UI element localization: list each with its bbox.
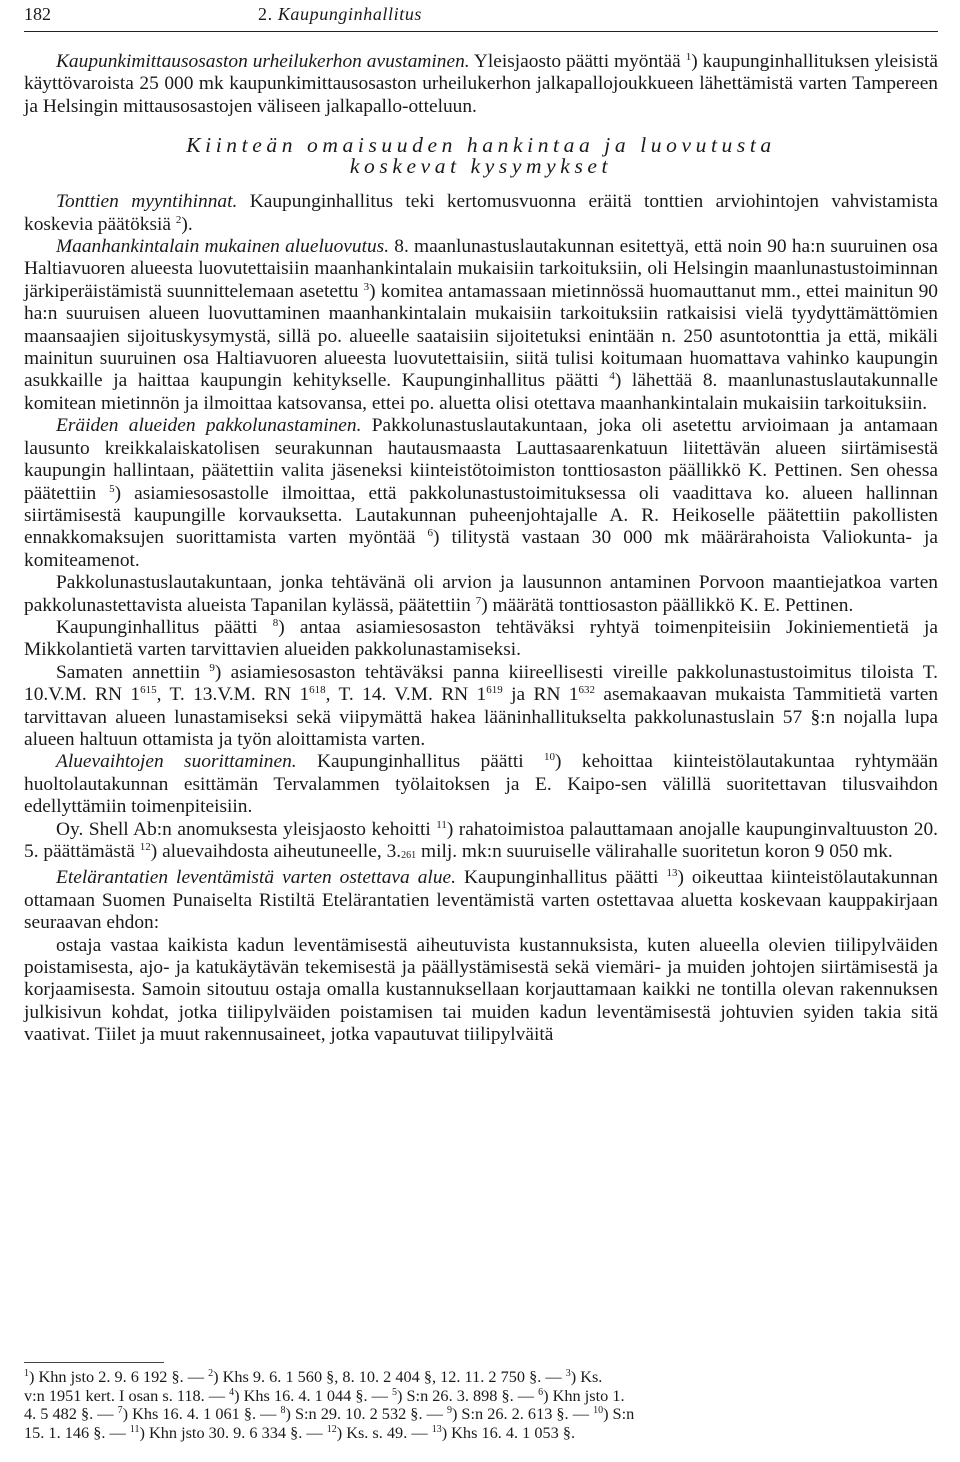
chapter-number: 2.: [258, 4, 273, 24]
paragraph-heading: Aluevaihtojen suorittaminen.: [56, 751, 297, 773]
footnote-ref: 11: [436, 818, 447, 831]
footnote-ref: 9: [209, 661, 215, 674]
paragraph-heading: Etelärantatien leventämistä varten ostettava alue.: [56, 867, 456, 889]
paragraph-pakkolunastaminen: Eräiden alueiden pakkolunastaminen. Pakkolunastuslautakuntaan, joka oli asetettu arvioimaan ja antamaan lausunto kreikkalaiskatolisen seurakunnan hautausmaasta Lauttasaarenkatuun liitettävän alueen siirtämisestä kaupungin hallintaan, päätettiin valita jäseneksi kiinteistötoimiston tonttiosaston päällikkö K. Pettinen. Sen ohessa päätettiin $^5$) asiamiesosastolle ilmoittaa, että pakkolunastustoimituksessa oli vaadittava ko. alueen hallinnan siirtämisestä kaupungille korvauksetta. Lautakunnan puheenjohtajalle A. R. Heikoselle päätettiin pakollisten ennakkomaksujen suorittamista varten myöntää $^6$) tilitystä vastaan 30 000 mk määrärahoista Valiokunta- ja komiteamenot.: [24, 415, 938, 571]
paragraph-shell: Oy. Shell Ab:n anomuksesta yleisjaosto kehoitti $^{11}$) rahatoimistoa palauttamaan anojalle kaupunginvaltuuston 20. 5. päättämästä $^{12}$) aluevaihdosta aiheutuneelle, $3._{261}$ milj. mk:n suuruiselle välirahalle suoritetun koron 9 050 mk.: [24, 818, 938, 862]
footnotes: [24, 1368, 938, 1442]
paragraph-tonttien-myyntihinnat: Tonttien myyntihinnat. Kaupunginhallitus teki kertomusvuonna eräitä tonttien arviohintojen vahvistamista koskevia päätöksiä $^2$).: [24, 191, 938, 235]
footnote-ref: 5: [109, 482, 115, 495]
paragraph-heading: Maanhankintalain mukainen alueluovutus.: [56, 236, 390, 258]
body-text: [24, 51, 938, 1047]
footnote-line: v:n 1951 kert. I osan s. 118. — $^4$) Khs 16. 4. 1 044 §. — $^5$) S:n 26. 3. 898 §. — $^6$) Khn jsto 1.: [24, 1386, 625, 1405]
running-title: [258, 4, 422, 25]
paragraph-heading: Tonttien myyntihinnat.: [56, 191, 238, 213]
footnote-ref: 13: [666, 867, 678, 880]
footnote-ref: 8: [272, 616, 279, 629]
footnote-ref: 2: [175, 213, 182, 226]
paragraph-jokiniementie: Kaupunginhallitus päätti $^8$) antaa asiamiesosaston tehtäväksi ryhtyä toimenpiteisiin Jokiniementietä ja Mikkolantietä varten tarvittavien alueiden pakkolunastamiseksi.: [24, 616, 938, 661]
paragraph-heading: Eräiden alueiden pakkolunastaminen.: [56, 415, 362, 437]
paragraph-urheilukerho: Kaupunkimittausosaston urheilukerhon avustaminen. Yleisjaosto päätti myöntää $^1$) kaupunginhallituksen yleisistä käyttövaroista 25 000 mk kaupunkimittausosaston urheilukerhon jalkapallojoukkueen lähettämistä varten Tampereen ja Helsingin mittausosastojen väliseen jalkapallo-otteluun.: [24, 51, 939, 117]
paragraph-heading: Kaupunkimittausosaston urheilukerhon avustaminen.: [56, 51, 470, 72]
footnote-ref: 4: [609, 370, 615, 383]
footnote-line: 15. 1. 146 §. — $^{11}$) Khn jsto 30. 9. 6 334 §. — $^{12}$) Ks. s. 49. — $^{13}$) Khs 16. 4. 1 053 §.: [24, 1423, 576, 1442]
footnote-line: $^1$) Khn jsto 2. 9. 6 192 §. — $^2$) Khs 9. 6. 1 560 §, 8. 10. 2 404 §, 12. 11. 2 750 §. — $^3$) Ks.: [24, 1368, 603, 1386]
page-header: [24, 0, 938, 32]
footnote-line: 4. 5 482 §. — $^7$) Khs 16. 4. 1 061 §. — $^8$) S:n 29. 10. 2 532 §. — $^9$) S:n 26. 2. 613 §. — $^{10}$) S:n: [24, 1405, 635, 1423]
footnote-ref: 1: [685, 51, 692, 63]
paragraph-aluevaihdot: Aluevaihtojen suorittaminen. Kaupunginhallitus päätti $^{10}$) kehoittaa kiinteistölautakuntaa ryhtymään huoltolautakunnan esittämän Tervalammen työlaitoksen ja E. Kaipo-sen välillä suoritettavan tilusvaihdon edellyttämiin toimenpiteisiin.: [24, 751, 938, 818]
paragraph-maanhankintalaki: Maanhankintalain mukainen alueluovutus. 8. maanlunastuslautakunnan esitettyä, että noin 90 ha:n suuruinen osa Haltiavuoren alueesta luovutettaisiin maanhankintalain mukaisiin tarkoituksiin, oli Helsingin maanlunastustoiminnan järkiperäistämistä suunnittelemaan asetettu $^3$) komitea antamassaan mietinnössä huomauttanut mm., ettei mainitun 90 ha:n suuruisen alueen luovuttaminen maanhankintalain mukaisiin tarkoituksiin ratkaisisi vielä tyydyttämättömien maansaajien sijoituskysymystä, sillä po. alueelle saataisiin sijoitetuksi enintään n. 250 asuntotonttia ja että, mikäli mainitun suuruinen osa Haltiavuoren alueesta luovutettaisiin, siitä tulisi koitumaan huomattava vahinko kaupungin asukkaille ja haittaa kaupungin kehitykselle. Kaupunginhallitus päätti $^4$) lähettää 8. maanlunastuslautakunnalle komitean mietinnön ja ilmoittaa katsovansa, ettei po. aluetta olisi otettava maanhankintalain mukaisiin tarkoituksiin.: [24, 236, 939, 414]
paragraph-tammitie: Samaten annettiin $^9$) asiamiesosaston tehtäväksi panna kiireellisesti vireille pakkolunastustoimitus tiloista T. 10.V.M. RN $1^{615}$, T. 13.V.M. RN $1^{618}$, T. 14. V.M. RN $1^{619}$ ja RN $1^{632}$ asemakaavan mukaista Tammitietä varten tarvittavan alueen lunastamiseksi sekä viipymättä hakea lääninhallitukselta pakkolunastuslain 57 §:n nojalla lupa alueen haltuun ottamista ja työn aloittamista varten.: [24, 661, 939, 750]
footnote-divider: [24, 1362, 164, 1363]
footnote-ref: 3: [363, 280, 370, 293]
footnote-ref: 7: [475, 594, 482, 607]
paragraph-ostajan-ehto: ostaja vastaa kaikista kadun leventämisestä aiheutuvista kustannuksista, kuten alueella olevien tiilipylväiden poistamisesta, ajo- ja katukäytävän tekemisestä ja päällystämisestä sekä viemäri- ja muiden johtojen siirtämisestä ja korjaamisesta. Samoin sitoutuu ostaja omalla kustannuksellaan korjauttamaan kaikki ne tontilla olevan rakennuksen julkisivun kohdat, jotka tiilipylväiden poistamisen tai muiden kadun leventämisestä johtuvien syiden takia sitä vaativat. Tiilet ja muut rakennusaineet, jotka vapautuvat tiilipylväitä: [24, 934, 938, 1046]
chapter-title: Kaupunginhallitus: [277, 4, 423, 24]
page-number: 182: [24, 4, 51, 24]
section-heading: Kiinteän omaisuuden hankintaa ja luovutusta koskevat kysymykset: [186, 133, 776, 179]
paragraph-etelarantatie: Etelärantatien leventämistä varten ostettava alue. Kaupunginhallitus päätti $^{13}$) oikeuttaa kiinteistölautakunnan ottamaan Suomen Punaiselta Ristiltä Etelärantatien leventämistä varten ostettavaa aluetta koskevaan kauppakirjaan seuraavan ehdon:: [24, 867, 938, 934]
footnote-ref: 12: [139, 841, 151, 853]
footnote-ref: 10: [543, 751, 555, 764]
footnote-ref: 6: [427, 527, 433, 540]
paragraph-porvoo: Pakkolunastuslautakuntaan, jonka tehtävänä oli arvion ja lausunnon antaminen Porvoon maantiejatkoa varten pakkolunastettavista alueista Tapanilan kylässä, päätettiin $^7$) määrätä tonttiosaston päällikkö K. E. Pettinen.: [24, 572, 938, 616]
